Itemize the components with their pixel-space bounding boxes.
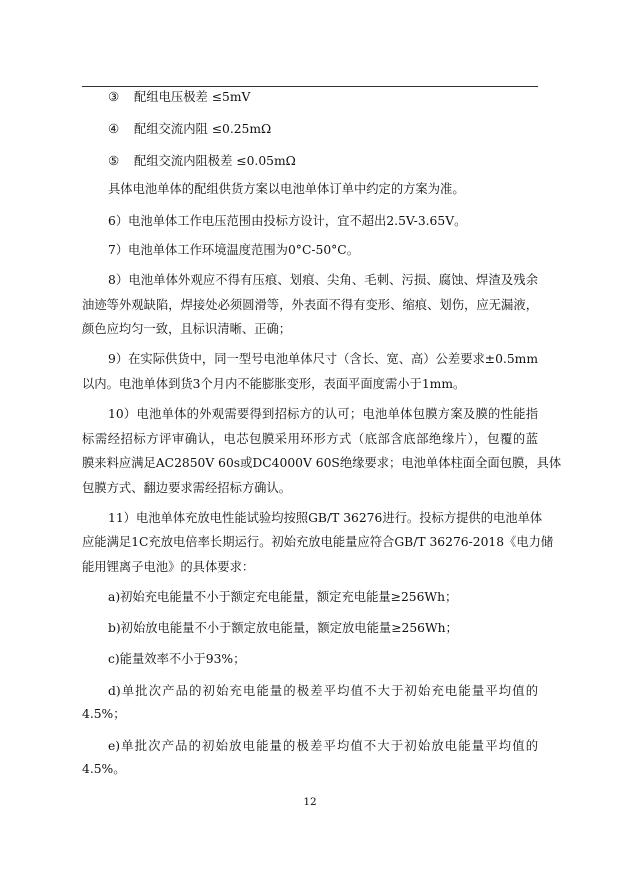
requirement-text: 配组交流内阻 ≤0.25mΩ bbox=[134, 122, 272, 136]
requirement-item-5 bbox=[108, 153, 296, 169]
paragraph-9-line-1: 9）在实际供货中，同一型号电池单体尺寸（含长、宽、高）公差要求±0.5mm bbox=[108, 352, 538, 366]
circled-number-3: ③ bbox=[108, 90, 120, 104]
requirement-item-4 bbox=[108, 121, 271, 137]
header-rule bbox=[82, 86, 538, 87]
paragraph-11-line-1: 11）电池单体充放电性能试验均按照GB/T 36276进行。投标方提供的电池单体 bbox=[108, 511, 543, 525]
requirement-e-line-2: 4.5%。 bbox=[82, 762, 126, 776]
paragraph-6: 6）电池单体工作电压范围由投标方设计，宜不超出2.5V-3.65V。 bbox=[108, 214, 467, 228]
paragraph-9-line-2: 以内。电池单体到货3个月内不能膨胀变形，表面平面度需小于1mm。 bbox=[82, 377, 466, 391]
paragraph-10-line-2: 标需经招标方评审确认，电芯包膜采用环形方式（底部含底部绝缘片），包覆的蓝 bbox=[82, 432, 538, 446]
paragraph-10-line-4: 包膜方式、翻边要求需经招标方确认。 bbox=[82, 481, 292, 495]
requirement-text: 配组交流内阻极差 ≤0.05mΩ bbox=[134, 154, 296, 168]
paragraph-11-line-2: 应能满足1C充放电倍率长期运行。初始充放电能量应符合GB/T 36276-2018《电力储 bbox=[82, 535, 554, 549]
requirement-c: c)能量效率不小于93%； bbox=[108, 652, 246, 666]
requirement-e-line-1: e)单批次产品的初始放电能量的极差平均值不大于初始放电能量平均值的 bbox=[108, 739, 538, 753]
circled-number-5: ⑤ bbox=[108, 154, 120, 168]
requirement-d-line-1: d)单批次产品的初始充电能量的极差平均值不大于初始充电能量平均值的 bbox=[108, 684, 538, 698]
requirement-b: b)初始放电能量不小于额定放电能量，额定放电能量≥256Wh； bbox=[108, 621, 458, 635]
requirement-item-3 bbox=[108, 89, 250, 105]
paragraph-8-line-1: 8）电池单体外观应不得有压痕、划痕、尖角、毛刺、污损、腐蚀、焊渣及残余 bbox=[108, 273, 538, 287]
paragraph-10-line-3: 膜来料应满足AC2850V 60s或DC4000V 60S绝缘要求；电池单体柱面全面包膜，具体 bbox=[82, 456, 562, 470]
paragraph-supply-scheme: 具体电池单体的配组供货方案以电池单体订单中约定的方案为准。 bbox=[108, 182, 465, 196]
requirement-text: 配组电压极差 ≤5mV bbox=[134, 90, 251, 104]
page-number: 12 bbox=[303, 796, 317, 808]
paragraph-10-line-1: 10）电池单体的外观需要得到招标方的认可；电池单体包膜方案及膜的性能指 bbox=[108, 407, 538, 421]
paragraph-7: 7）电池单体工作环境温度范围为0°C-50°C。 bbox=[108, 243, 360, 257]
paragraph-11-line-3: 能用锂离子电池》的具体要求： bbox=[82, 560, 255, 574]
paragraph-8-line-2: 油迹等外观缺陷，焊接处必须圆滑等，外表面不得有变形、缩痕、划伤，应无漏液， bbox=[82, 298, 538, 312]
requirement-d-line-2: 4.5%； bbox=[82, 707, 126, 721]
paragraph-8-line-3: 颜色应均匀一致，且标识清晰、正确； bbox=[82, 322, 292, 336]
circled-number-4: ④ bbox=[108, 122, 120, 136]
requirement-a: a)初始充电能量不小于额定充电能量，额定充电能量≥256Wh； bbox=[108, 590, 458, 604]
